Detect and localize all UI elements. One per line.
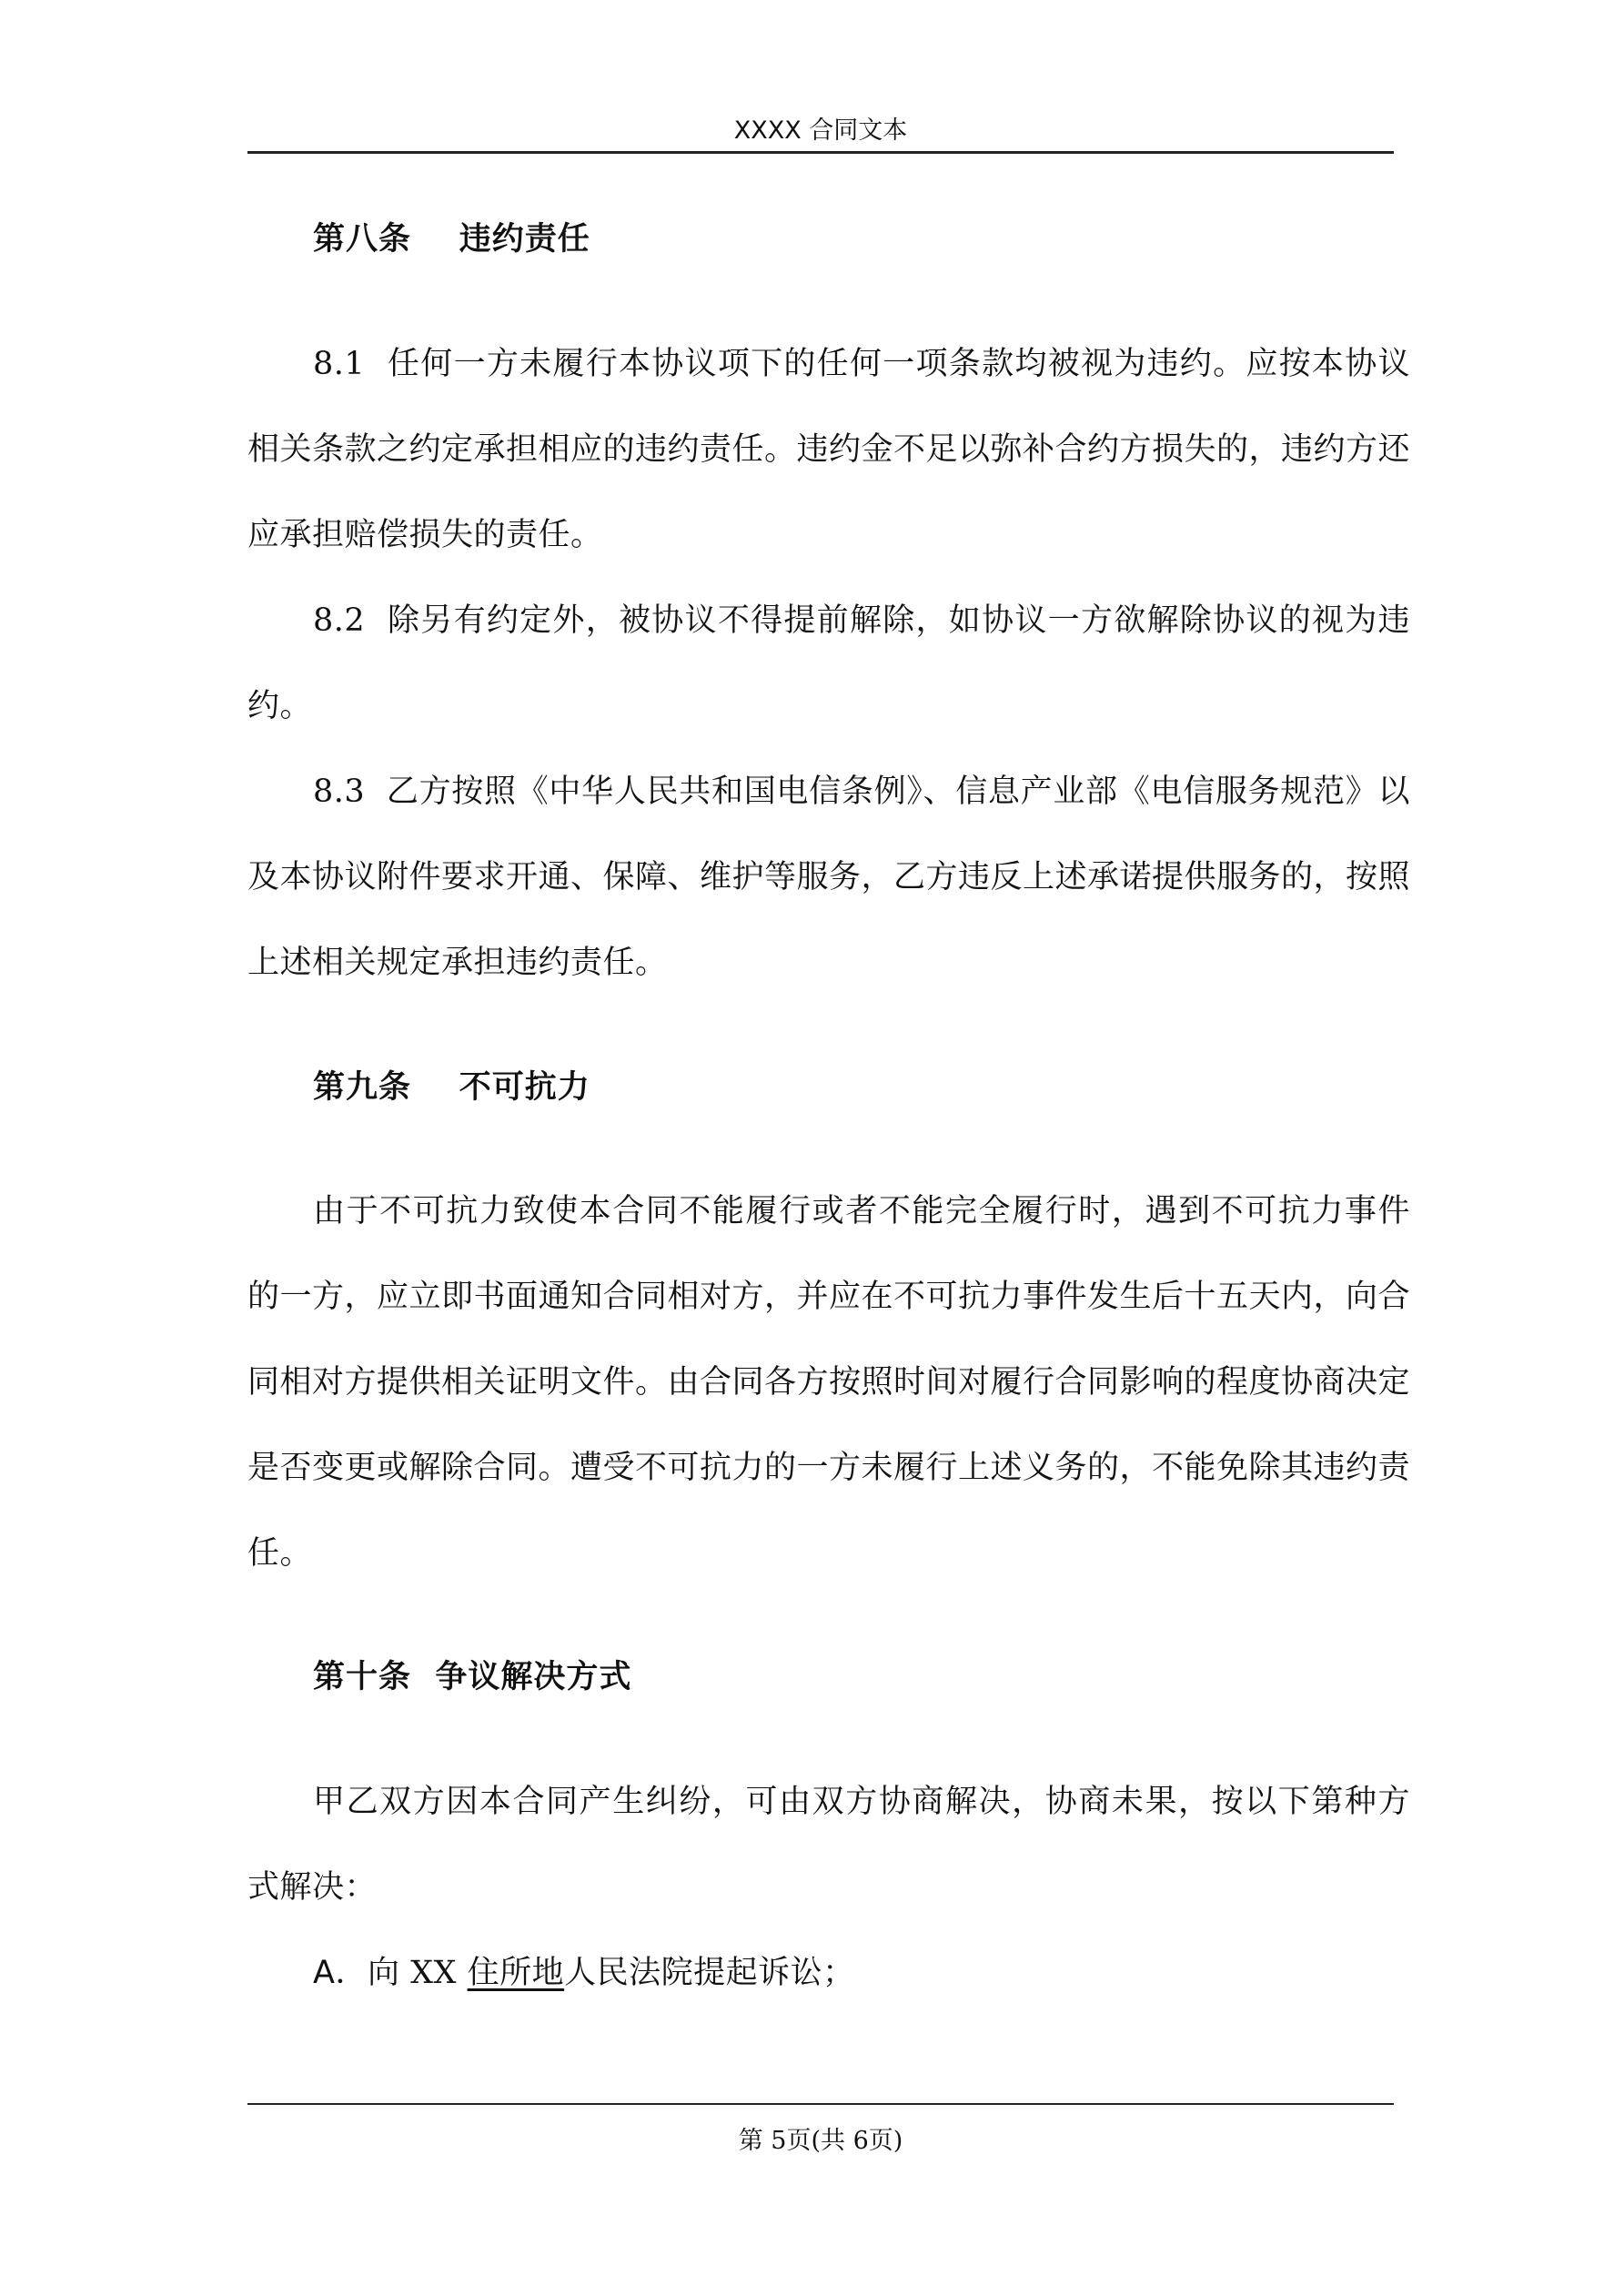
clause-number: 8.3 xyxy=(313,774,366,810)
option-prefix: A．向 xyxy=(313,1955,400,1991)
clause-number: 8.1 xyxy=(313,346,366,382)
article-8-heading: 第八条 违约责任 xyxy=(313,221,590,258)
page-number: 第 5页(共 6页) xyxy=(738,2127,903,2155)
clause-number: 8.2 xyxy=(313,602,366,639)
clause-text: 乙方按照《中华人民共和国电信条例》、信息产业部《电信服务规范》以及本协议附件要求开通、保障、维护等服务，乙方违反上述承诺提供服务的，按照上述相关规定承担违约责任。 xyxy=(247,774,1411,981)
footer-divider xyxy=(247,2103,1394,2105)
paragraph-text: 甲乙双方因本合同产生纠纷，可由双方协商解决，协商未果，按以下第种方式解决： xyxy=(247,1784,1410,1906)
header-divider xyxy=(247,151,1394,154)
article-8-clause-3 xyxy=(247,749,1410,1006)
option-suffix: 人民法院提起诉讼； xyxy=(564,1955,855,1991)
article-10-heading: 第十条 争议解决方式 xyxy=(313,1659,632,1695)
paragraph-text: 由于不可抗力致使本合同不能履行或者不能完全履行时，遇到不可抗力事件的一方，应立即书面通知合同相对方，并应在不可抗力事件发生后十五天内，向合同相对方提供相关证明文件。由合同各方按照时间对履行合同影响的程度协商决定是否变更或解除合同。遭受不可抗力的一方未履行上述义务的，不能免除其违约责任。 xyxy=(247,1193,1411,1572)
clause-text: 任何一方未履行本协议项下的任何一项条款均被视为违约。应按本协议相关条款之约定承担相应的违约责任。违约金不足以弥补合约方损失的，违约方还应承担赔偿损失的责任。 xyxy=(247,346,1411,553)
article-8-clause-1 xyxy=(247,321,1410,578)
clause-text: 除另有约定外，被协议不得提前解除，如协议一方欲解除协议的视为违约。 xyxy=(247,602,1410,724)
article-9-paragraph xyxy=(247,1168,1410,1596)
option-place-underlined: 住所地 xyxy=(467,1955,565,1991)
option-party: XX xyxy=(410,1955,457,1991)
document-header-title: XXXX 合同文本 xyxy=(733,116,908,145)
article-10-option-a xyxy=(247,1930,1410,2016)
article-9-heading: 第九条 不可抗力 xyxy=(313,1069,590,1106)
article-8-clause-2 xyxy=(247,578,1410,749)
article-10-paragraph xyxy=(247,1759,1410,1930)
